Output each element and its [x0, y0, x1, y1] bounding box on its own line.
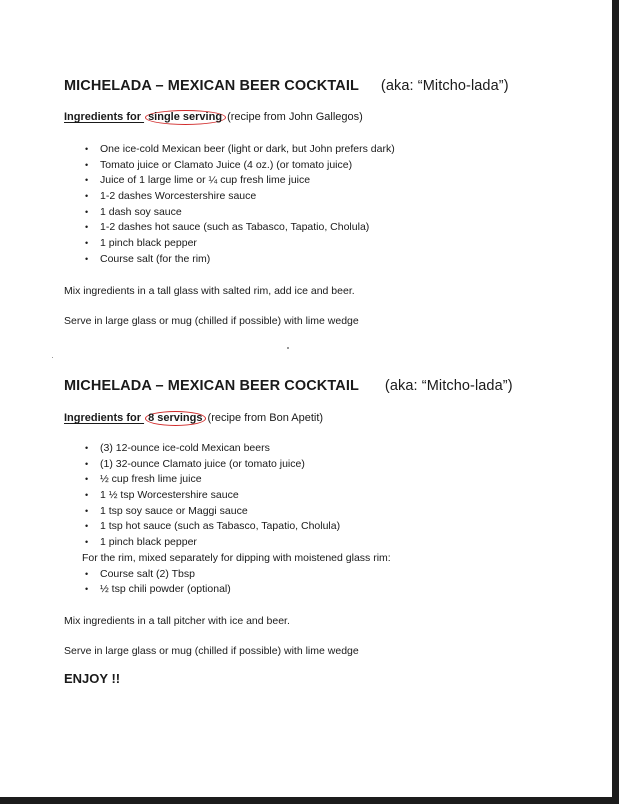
ingredient-item — [85, 142, 395, 158]
ingredients-line — [64, 111, 363, 123]
ingredient-item — [85, 519, 409, 535]
bullet-icon: • — [85, 568, 89, 579]
serving-size-circled: single serving — [145, 110, 226, 125]
ingredient-text: ½ tsp chili powder (optional) — [100, 583, 231, 596]
recipe-title — [64, 78, 509, 94]
serving-size-circled: 8 servings — [145, 411, 206, 426]
ingredient-text: 1-2 dashes Worcestershire sauce — [100, 190, 257, 203]
recipe-title-text: MICHELADA – MEXICAN BEER COCKTAIL — [64, 78, 359, 94]
scan-speck — [52, 357, 53, 358]
ingredient-item — [85, 189, 395, 205]
ingredients-heading — [64, 412, 204, 424]
bullet-icon: • — [85, 521, 89, 532]
rim-ingredient-item — [85, 567, 409, 583]
ingredient-text: Juice of 1 large lime or ¼ cup fresh lime juice — [100, 174, 311, 187]
ingredient-text: 1 ½ tsp Worcestershire sauce — [100, 489, 239, 502]
bullet-icon: • — [85, 584, 89, 595]
bullet-icon: • — [85, 175, 89, 186]
bullet-icon: • — [85, 458, 89, 469]
ingredient-text: (3) 12-ounce ice-cold Mexican beers — [100, 442, 270, 454]
rim-ingredient-item — [85, 582, 409, 598]
ingredient-text: (1) 32-ounce Clamato juice (or tomato juice) — [100, 457, 305, 470]
ingredient-text: 1 pinch black pepper — [100, 237, 197, 250]
ingredient-item — [85, 205, 395, 221]
ingredient-item — [85, 504, 409, 520]
bullet-icon: • — [85, 206, 89, 217]
ingredient-item — [85, 457, 409, 473]
bullet-icon: • — [85, 159, 89, 170]
bullet-icon: • — [85, 490, 89, 501]
mix-instructions: Mix ingredients in a tall glass with salted rim, add ice and beer. — [64, 285, 355, 297]
ingredient-text: 1 tsp hot sauce (such as Tabasco, Tapatio, Cholula) — [100, 520, 341, 533]
bullet-icon: • — [85, 505, 89, 516]
mix-instructions: Mix ingredients in a tall pitcher with ice and beer. — [64, 615, 290, 627]
ingredient-text: Course salt (2) Tbsp — [100, 567, 195, 580]
ingredient-text: 1 dash soy sauce — [100, 205, 182, 218]
bullet-icon: • — [85, 238, 89, 249]
ingredient-item — [85, 472, 409, 488]
ingredients-prefix: Ingredients for — [64, 412, 145, 424]
scan-speck — [287, 347, 289, 349]
bullet-icon: • — [85, 144, 89, 154]
ingredient-item — [85, 236, 395, 252]
ingredient-text: Tomato juice or Clamato Juice (4 oz.) (or tomato juice) — [100, 158, 353, 171]
recipe-aka: (aka: “Mitcho-lada”) — [384, 378, 513, 394]
ingredient-item — [85, 535, 409, 551]
ingredient-item — [85, 252, 395, 268]
bullet-icon: • — [85, 474, 89, 485]
serve-instructions: Serve in large glass or mug (chilled if possible) with lime wedge — [64, 315, 359, 327]
rim-note: For the rim, mixed separately for dipping with moistened glass rim: — [82, 551, 391, 564]
ingredients-prefix: Ingredients for — [64, 111, 145, 123]
ingredient-text: 1 tsp soy sauce or Maggi sauce — [100, 504, 248, 517]
ingredient-list — [85, 142, 395, 268]
ingredient-list — [82, 441, 409, 598]
ingredient-item — [85, 220, 395, 236]
ingredient-text: 1 pinch black pepper — [100, 536, 197, 549]
ingredient-item — [85, 488, 409, 504]
bullet-icon: • — [85, 253, 89, 264]
bullet-icon: • — [85, 222, 89, 233]
serve-instructions: Serve in large glass or mug (chilled if possible) with lime wedge — [64, 645, 359, 657]
ingredients-line — [64, 412, 323, 424]
ingredients-heading — [64, 111, 224, 123]
ingredient-text: 1-2 dashes hot sauce (such as Tabasco, Tapatio, Cholula) — [100, 221, 370, 234]
ingredient-item — [85, 158, 395, 174]
bullet-icon: • — [85, 443, 89, 453]
recipe-source: (recipe from John Gallegos) — [224, 111, 363, 123]
closing-enjoy: ENJOY !! — [64, 671, 121, 686]
recipe-title-text: MICHELADA – MEXICAN BEER COCKTAIL — [64, 378, 359, 394]
bullet-icon: • — [85, 191, 89, 202]
recipe-title — [64, 378, 513, 394]
recipe-aka: (aka: “Mitcho-lada”) — [380, 78, 509, 94]
ingredient-text: Course salt (for the rim) — [100, 252, 211, 265]
recipe-source: (recipe from Bon Apetit) — [204, 412, 324, 424]
ingredient-item — [85, 173, 395, 189]
bullet-icon: • — [85, 537, 89, 548]
ingredient-item — [85, 441, 409, 457]
ingredient-text: ½ cup fresh lime juice — [100, 473, 202, 486]
ingredient-text: One ice-cold Mexican beer (light or dark, but John prefers dark) — [100, 143, 395, 155]
